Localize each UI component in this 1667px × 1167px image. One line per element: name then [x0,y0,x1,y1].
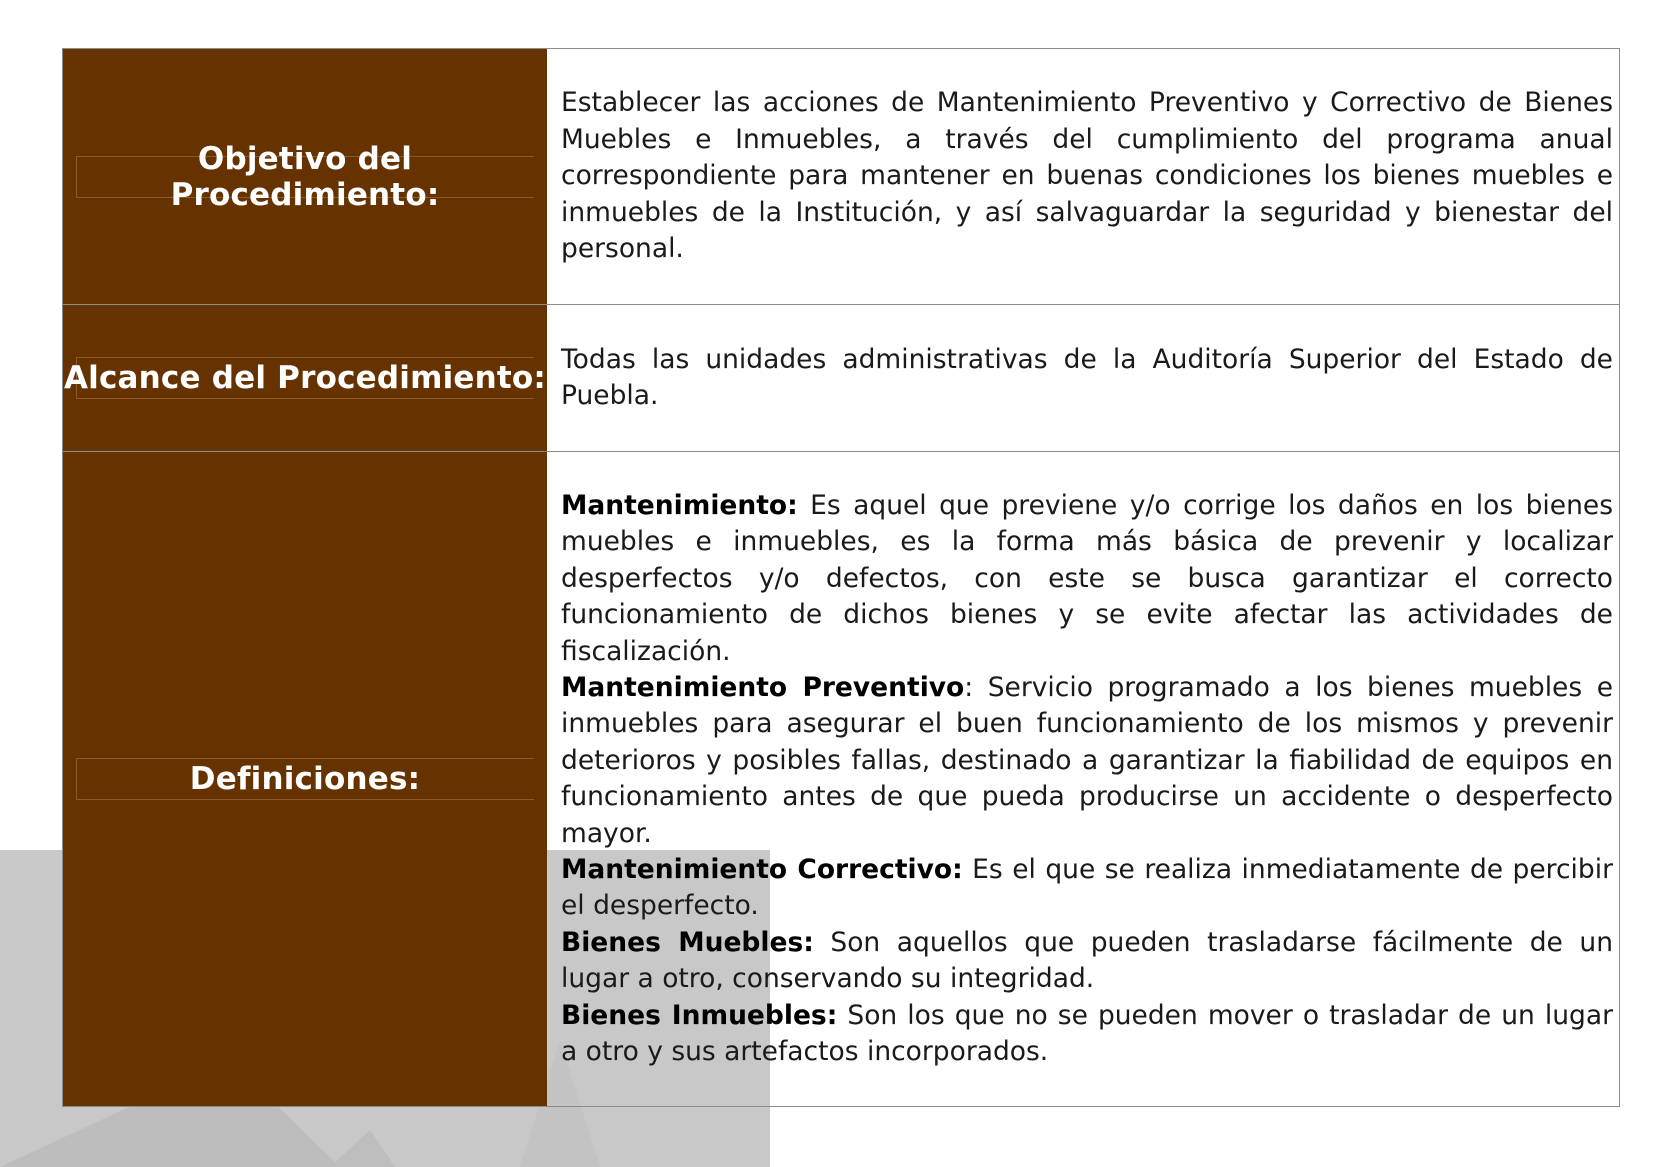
content-cell [547,49,1619,304]
definition-text: Es el que se realiza inmediatamente de percibir el desperfecto. [561,854,1613,922]
table-row-definiciones [63,452,1619,1106]
row-label: Definiciones: [189,761,421,797]
row-label: Objetivo del Procedimiento: [170,140,440,213]
procedure-table [62,48,1620,1107]
definitions-list [561,488,1613,1071]
label-cell [63,49,547,304]
definition-item [561,852,1613,925]
row-label: Alcance del Procedimiento: [63,360,547,396]
definition-item [561,925,1613,998]
definition-item [561,488,1613,670]
definition-item [561,670,1613,852]
label-cell [63,305,547,451]
definition-term: Mantenimiento: [561,490,798,521]
row-content: Establecer las acciones de Mantenimiento Preventivo y Correctivo de Bienes Muebles e Inmuebles, a través del cumplimiento del programa anual correspondiente para mantener en buenas condiciones los bienes muebles e inmuebles de la Institución, y así salvaguardar la seguridad y bienestar del personal. [561,87,1613,265]
definition-text: : Servicio programado a los bienes muebles e inmuebles para asegurar el buen funcionamiento de los mismos y prevenir deterioros y posibles fallas, destinado a garantizar la fiabilidad de equipos en funcionamiento antes de que pueda producirse un accidente o desperfecto mayor. [561,672,1613,849]
definition-text: Es aquel que previene y/o corrige los daños en los bienes muebles e inmuebles, es la forma más básica de prevenir y localizar desperfectos y/o defectos, con este se busca garantizar el correcto funcionamiento de dichos bienes y se evite afectar las actividades de fiscalización. [561,490,1613,667]
label-cell [63,452,547,1106]
definition-item [561,998,1613,1071]
definition-text: Son aquellos que pueden trasladarse fácilmente de un lugar a otro, conservando su integridad. [561,926,1613,995]
definition-term: Bienes Muebles: [561,926,814,958]
content-cell [547,305,1619,451]
row-content: Todas las unidades administrativas de la Auditoría Superior del Estado de Puebla. [561,343,1613,411]
definition-term: Mantenimiento Correctivo: [561,854,963,886]
definition-term: Mantenimiento Preventivo [561,672,965,704]
table-row-alcance [63,305,1619,452]
definition-text: Son los que no se pueden mover o trasladar de un lugar a otro y sus artefactos incorporados. [561,999,1613,1068]
table-row-objetivo [63,49,1619,305]
content-cell [547,452,1619,1106]
definition-term: Bienes Inmuebles: [561,999,838,1031]
